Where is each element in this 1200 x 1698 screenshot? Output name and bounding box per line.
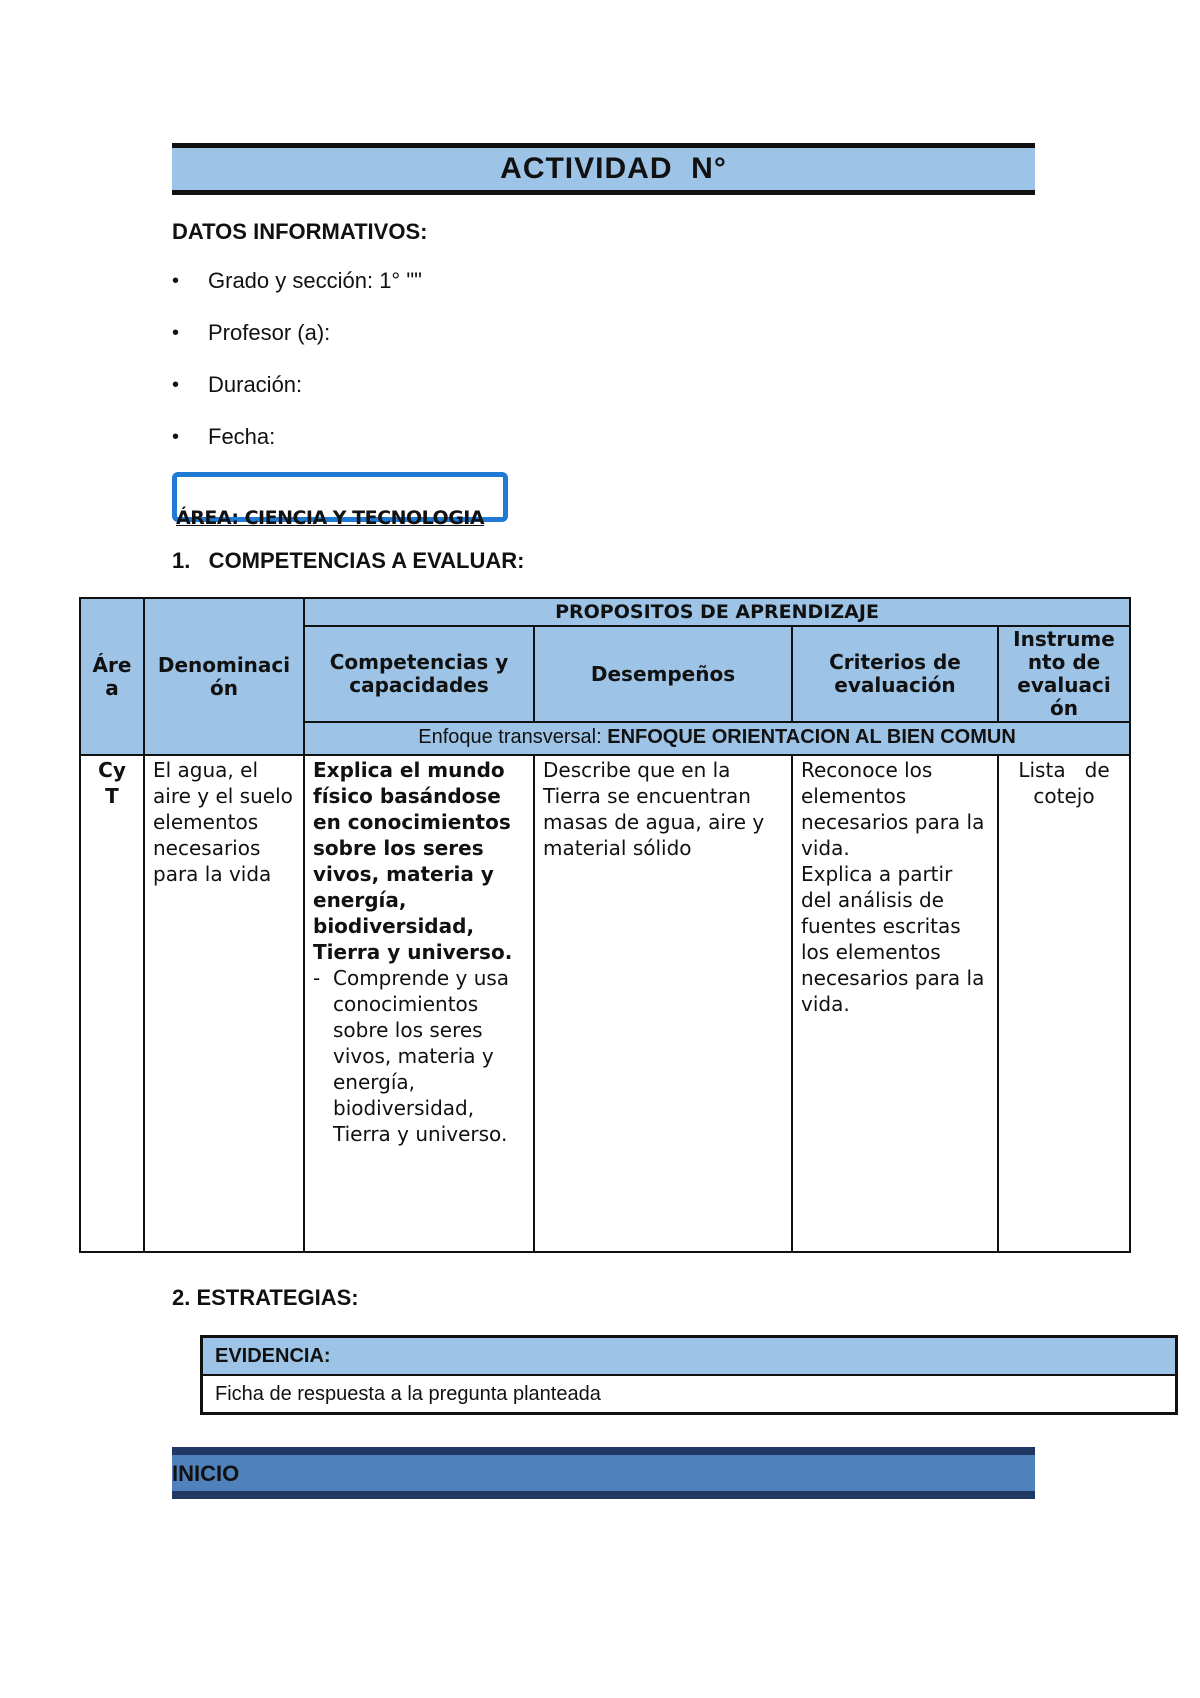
bullet-icon: • [172,270,180,292]
datos-list [172,268,422,476]
list-item [172,320,422,372]
evidencia-label: EVIDENCIA: [202,1337,1177,1376]
competencias-table [79,597,1131,1253]
header-instrumento: Instrume nto de evaluaci ón [998,626,1130,722]
enfoque-value: ENFOQUE ORIENTACION AL BIEN COMUN [607,726,1016,748]
bullet-icon: • [172,374,180,396]
competencias-heading: 1. COMPETENCIAS A EVALUAR: [172,548,525,573]
capacidad-item [313,965,525,1147]
evidencia-value: Ficha de respuesta a la pregunta planteada [202,1375,1177,1414]
header-area: Áre a [80,598,144,755]
cell-denominacion: El agua, el aire y el suelo elementos necesarios para la vida [144,755,304,1252]
activity-title-text: ACTIVIDAD N° [500,152,727,185]
activity-title [172,143,1035,195]
capacidad-text: Comprende y usa conocimientos sobre los seres vivos, materia y energía, biodiversidad, Tierra y universo. [333,966,510,1146]
inicio-label: INICIO [172,1461,240,1486]
datos-grado: Grado y sección: 1° "" [208,268,422,293]
criterio-1: Reconoce los elementos necesarios para la vida. [801,758,985,860]
bullet-icon: • [172,426,180,448]
list-item [172,268,422,320]
table-row [80,755,1130,1252]
header-denominacion: Denominaci ón [144,598,304,755]
area-label: ÁREA: CIENCIA Y TECNOLOGIA [176,507,485,529]
header-propositos: PROPOSITOS DE APRENDIZAJE [304,598,1130,626]
dash-icon: - [313,966,321,990]
estrategias-heading: 2. ESTRATEGIAS: [172,1285,359,1310]
cell-area: Cy T [80,755,144,1252]
datos-informativos-heading: DATOS INFORMATIVOS: [172,219,428,244]
header-criterios: Criterios de evaluación [792,626,998,722]
datos-duracion: Duración: [208,372,303,397]
competencia-text: Explica el mundo físico basándose en conocimientos sobre los seres vivos, materia y energía, biodiversidad, Tierra y universo. [313,758,513,964]
cell-criterios [792,755,998,1252]
enfoque-transversal [304,722,1130,755]
datos-fecha: Fecha: [208,424,276,449]
list-item [172,424,422,476]
evidencia-table [200,1335,1178,1415]
bullet-icon: • [172,322,180,344]
header-desempenos: Desempeños [534,626,792,722]
list-item [172,372,422,424]
inicio-section-bar [172,1447,1035,1499]
header-competencias: Competencias y capacidades [304,626,534,722]
cell-instrumento: Lista de cotejo [998,755,1130,1252]
cell-competencias [304,755,534,1252]
criterio-2: Explica a partir del análisis de fuentes escritas los elementos necesarios para la vida. [801,862,985,1016]
enfoque-label: Enfoque transversal: [418,726,608,748]
cell-desempeno: Describe que en la Tierra se encuentran masas de agua, aire y material sólido [534,755,792,1252]
datos-profesor: Profesor (a): [208,320,331,345]
